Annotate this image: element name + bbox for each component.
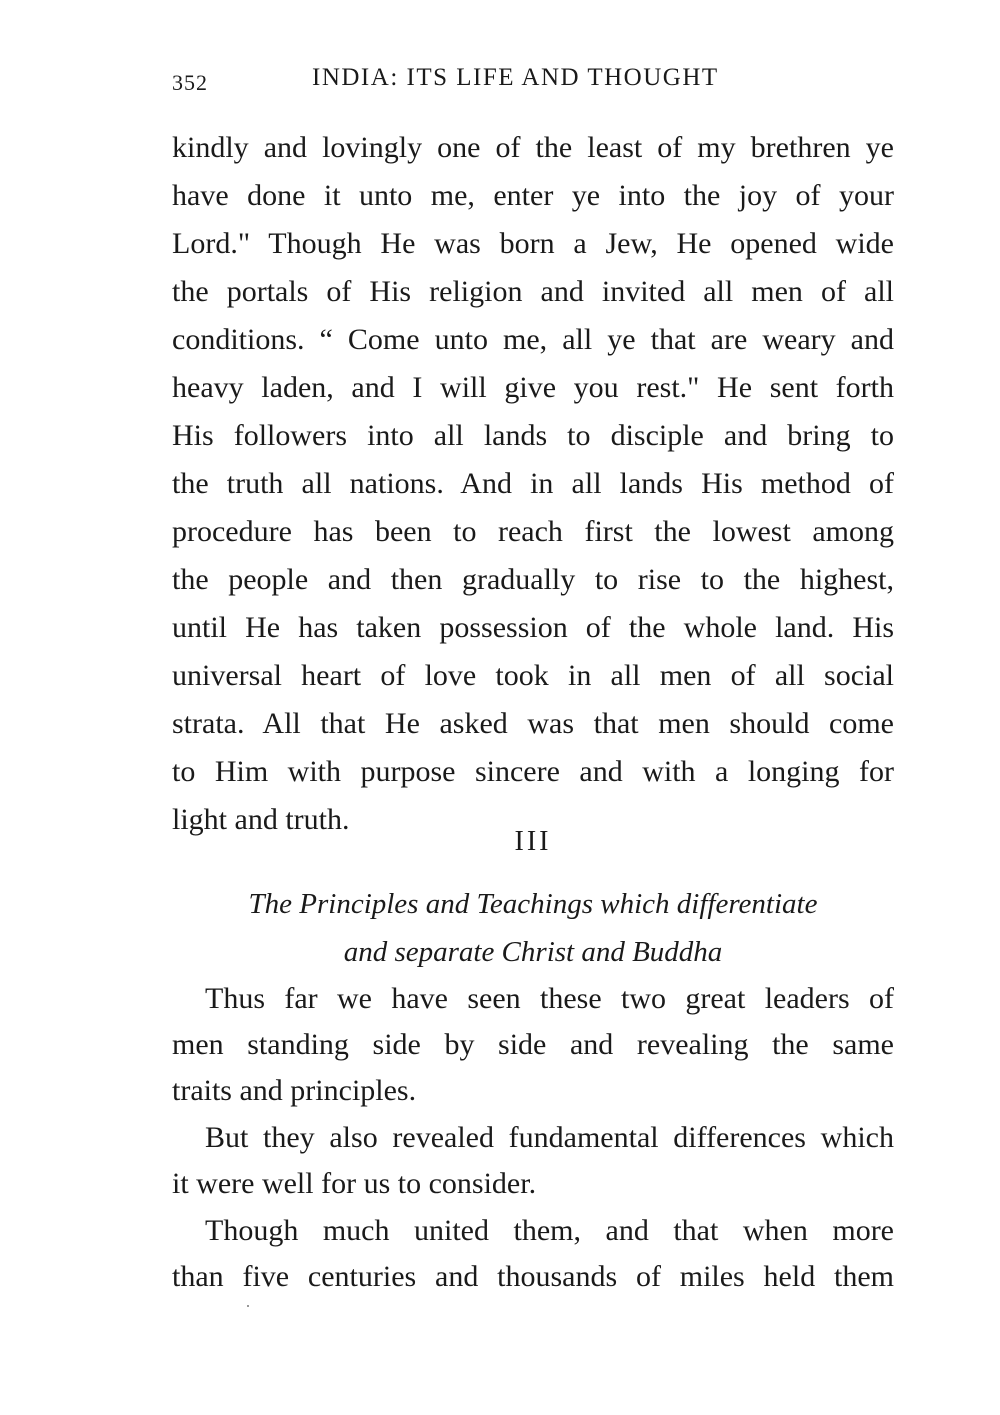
text-line: the truth all nations. And in all lands His method of [172, 467, 894, 500]
text-line: until He has taken possession of the whole land. His [172, 611, 894, 644]
paragraph-1 [172, 124, 894, 844]
text-line: Though much united them, and that when more [205, 1214, 894, 1247]
paragraph-4 [172, 1208, 894, 1300]
text-line: it were well for us to consider. [172, 1167, 537, 1200]
section-title-line: The Principles and Teachings which differentiate [248, 888, 818, 920]
section-number: III [514, 826, 552, 857]
ink-speck [247, 1305, 249, 1307]
text-line: to Him with purpose sincere and with a longing for [172, 755, 894, 788]
page-header [172, 62, 894, 102]
paragraph-2 [172, 976, 894, 1114]
text-line: light and truth. [172, 803, 350, 836]
text-line: heavy laden, and I will give you rest." He sent forth [172, 371, 894, 404]
text-line: His followers into all lands to disciple and bring to [172, 419, 894, 452]
text-line: Thus far we have seen these two great leaders of [205, 982, 894, 1015]
text-line: traits and principles. [172, 1074, 417, 1107]
running-head: INDIA: ITS LIFE AND THOUGHT [312, 64, 719, 91]
text-line: men standing side by side and revealing the same [172, 1028, 894, 1061]
text-line: strata. All that He asked was that men should come [172, 707, 894, 740]
text-line: universal heart of love took in all men of all social [172, 659, 894, 692]
text-line: the portals of His religion and invited all men of all [172, 275, 894, 308]
text-line: kindly and lovingly one of the least of my brethren ye [172, 131, 894, 164]
text-line: than five centuries and thousands of miles held them [172, 1260, 894, 1293]
text-line: But they also revealed fundamental differences which [205, 1121, 894, 1154]
section-title-line: and separate Christ and Buddha [343, 936, 723, 968]
page-number: 352 [172, 70, 208, 95]
text-line: procedure has been to reach first the lowest among [172, 515, 894, 548]
paragraph-3 [172, 1115, 894, 1207]
text-line: Lord." Though He was born a Jew, He opened wide [172, 227, 894, 260]
text-line: the people and then gradually to rise to the highest, [172, 563, 894, 596]
text-line: conditions. “ Come unto me, all ye that are weary and [172, 323, 894, 356]
section-title [172, 880, 894, 976]
text-line: have done it unto me, enter ye into the joy of your [172, 179, 894, 212]
